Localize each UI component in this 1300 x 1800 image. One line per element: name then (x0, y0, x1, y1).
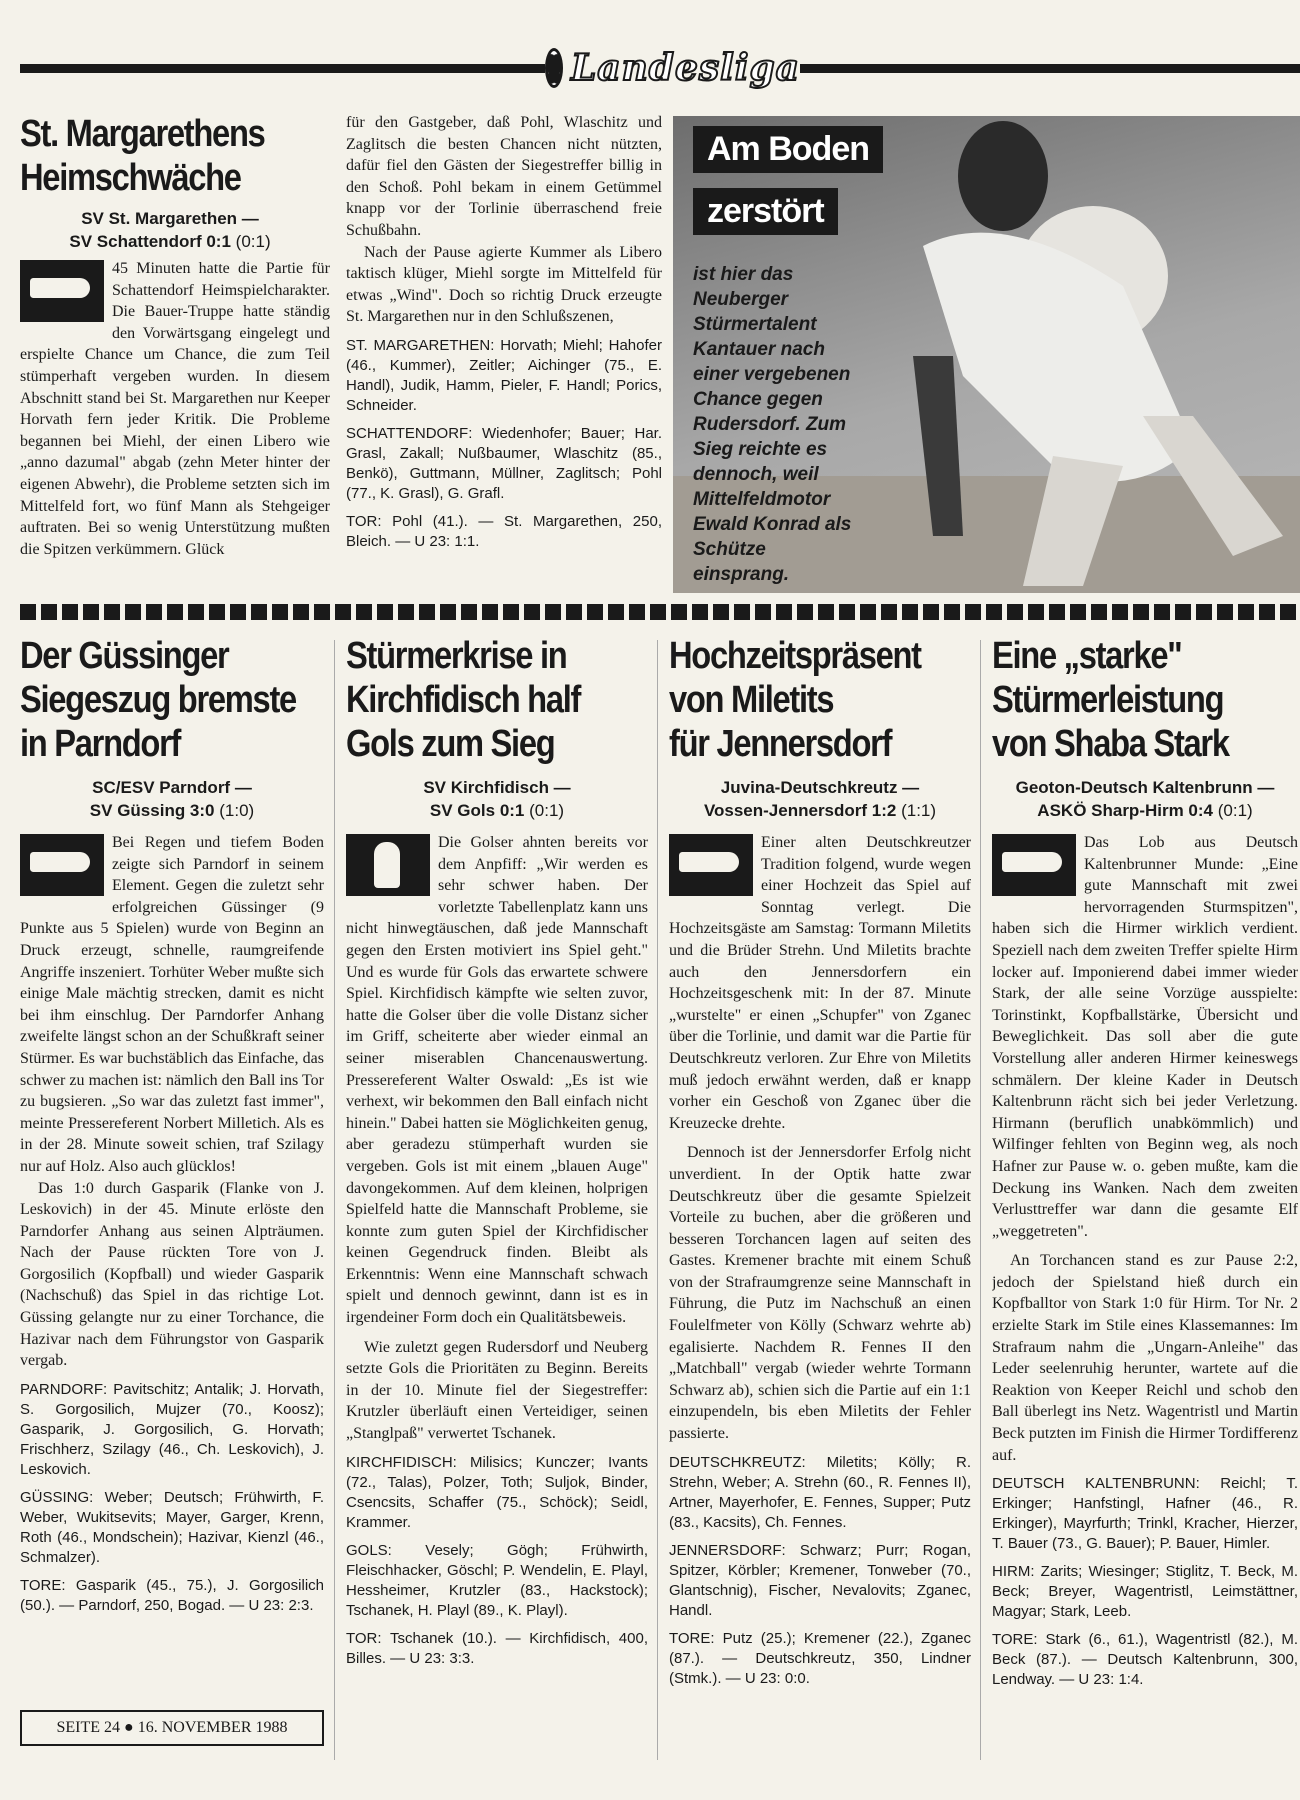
goals-line: TORE: Stark (6., 61.), Wagentristl (82.), M. Beck (87.). — Deutsch Kaltenbrunn, 300, Lendway. — U 23: 1:4. (992, 1631, 1298, 1689)
article-body (20, 832, 324, 1616)
headline-line: Stürmerkrise in (346, 635, 567, 677)
paragraph: Einer alten Deutschkreutzer Tradition folgend, wurde wegen einer Hochzeit das Spiel auf Sonntag verlegt. Die Hochzeitsgäste am Samstag: Tormann Miletits und die Brüder Strehn. Und Miletits brachte auch den Jennersdorfern ein Hochzeitsgeschenk mit: In der 87. Minute „wurstelte" er einen „Schupfer" von Zganec über die Torlinie, und damit war die Partie für Deutschkreutz verloren. Zur Ehre von Miletits muß jedoch erwähnt werden, daß er knapp vorher ein Geschoß von Zganec über die Kreuzecke drehte. (669, 834, 971, 1132)
article-body-col2 (346, 112, 662, 592)
match-result (346, 776, 648, 822)
column-divider (657, 640, 658, 1760)
goals-line: TORE: Gasparik (45., 75.), J. Gorgosilich (50.). — Parndorf, 250, Bogad. — U 23: 2:3. (20, 1576, 324, 1614)
match-score: SV Schattendorf 0:1 (69, 232, 231, 251)
headline-line: in Parndorf (20, 723, 181, 765)
paragraph: Die Golser ahnten bereits vor dem Anpfiff: „Wir werden es sehr schwer haben. Der vorletzte Tabellenplatz kann uns nicht hinwegtäuschen, daß jede Mannschaft gegen den Ersten motiviert ins Spiel geht." Und es wurde für Gols das erwartete schwere Spiel. Kirchfidisch kämpfte wie selten zuvor, hatte die Golser über die volle Distanz sicher im Griff, scheiterte aber wieder einmal an seiner miserablen Chancenauswertung. Pressereferent Walter Oswald: „Es ist wie verhext, wir bekommen den Ball einfach nicht hinein." Dabei hatten sie Möglichkeiten genug, aber geradezu stümperhaft wurden sie vergeben. Gols ist mit einem „blauen Auge" davongekommen. Auf dem kleinen, holprigen Spielfeld hatte die Mannschaft Probleme, sie konnte zum guten Spiel der Kirchfidischer keinen Gegendruck finden. Bleibt als Erkenntnis: Wenn eine Mannschaft schwach spielt und dennoch gewinnt, dann ist es in irgendeiner Form doch ein Qualitätsbeweis. (346, 834, 648, 1327)
headline-line: Siegeszug bremste (20, 679, 296, 721)
pointing-hand-icon (20, 834, 104, 896)
headline (992, 634, 1255, 766)
article-body (346, 832, 648, 1669)
halftime-score: (0:1) (235, 232, 271, 251)
lineup-away: JENNERSDORF: Schwarz; Purr; Rogan, Spitzer, Körbler; Kremener, Tonweber (70., Glantschnig), Fischer, Nevalovits; Zganec, Handl. (669, 1541, 971, 1619)
headline-line: St. Margarethens (20, 113, 265, 155)
headline-line: Gols zum Sieg (346, 723, 555, 765)
halftime-score: (0:1) (529, 801, 565, 820)
match-score: Vossen-Jennersdorf 1:2 (703, 801, 897, 820)
headline-line: Der Güssinger (20, 635, 229, 677)
paragraph: für den Gastgeber, daß Pohl, Wlaschitz und Zaglitsch die besten Chancen nicht nützten, dafür fiel den Gästen der Siegestreffer billig in den Schoß. Pohl bekam in einem Getümmel knapp vor der Torlinie überraschend freie Schußbahn. (346, 114, 662, 239)
section-title: Landesliga (570, 47, 800, 89)
match-result (992, 776, 1298, 822)
paragraph: 45 Minuten hatte die Partie für Schattendorf Heimspielcharakter. Die Bauer-Truppe hatte ständig den Vorwärtsgang eingelegt und erspielte Chance um Chance, die zum Teil stümperhaft vergeben wurden. In diesem Abschnitt stand bei St. Margarethen nur Keeper Horvath fern jeder Kritik. Die Probleme begannen bei Miehl, der einen Libero wie „anno dazumal" abgab (zehn Meter hinter der eigenen Abwehr), die Probleme setzten sich im Mittelfeld fort, wo fünf Mann als Stehgeiger auftraten. Bei so wenig Unterstützung mußten die Spitzen verkümmern. Glück (20, 260, 330, 558)
match-score: ASKÖ Sharp-Hirm 0:4 (1037, 801, 1213, 820)
page-footer: SEITE 24 ● 16. NOVEMBER 1988 (20, 1710, 324, 1746)
headline (346, 634, 606, 766)
article-kaltenbrunn (992, 634, 1298, 1760)
photo-caption: ist hier das Neuberger Stürmertalent Kantauer nach einer vergebenen Chance gegen Rudersdorf. Zum Sieg reichte es dennoch, weil Mittelfeldmotor Ewald Konrad als Schütze einsprang. (693, 264, 852, 585)
paragraph: Nach der Pause agierte Kummer als Libero taktisch klüger, Miehl sorgte im Mittelfeld für etwas „Wind". Doch so richtig Druck erzeugte St. Margarethen nur in den Schlußszenen, (346, 243, 662, 326)
soccer-ball-icon (545, 48, 563, 88)
match-teams: SV Kirchfidisch — (423, 778, 571, 797)
headline (669, 634, 929, 766)
article-guessing (20, 634, 324, 1704)
top-article (20, 112, 660, 592)
news-photo (673, 116, 1300, 593)
headline-line: Stürmerleistung (992, 679, 1224, 721)
pointing-hand-icon (669, 834, 753, 896)
headline-line: Heimschwäche (20, 157, 241, 199)
goals-line: TOR: Tschanek (10.). — Kirchfidisch, 400, Billes. — U 23: 3:3. (346, 1629, 648, 1667)
goals-line: TORE: Putz (25.); Kremener (22.), Zganec (87.). — Deutschkreutz, 350, Lindner (Stmk.). — U 23: 0:0. (669, 1629, 971, 1687)
photo-title-line2: zerstört (693, 188, 838, 235)
match-teams: SV St. Margarethen — (81, 209, 259, 228)
column-divider (980, 640, 981, 1760)
lineup-away: GOLS: Vesely; Gögh; Frühwirth, Fleischhacker, Göschl; P. Wendelin, E. Playl, Hessheimer, Krutzler (83., Hackstock); Tschanek, H. Playl (89., K. Playl). (346, 1541, 648, 1619)
article-body (992, 832, 1298, 1690)
lineup-home: PARNDORF: Pavitschitz; Antalik; J. Horvath, S. Gorgosilich, Mujzer (70., Koosz); Gasparik, J. Gorgosilich, G. Horvath; Frischherz, Szilagy (46., Ch. Leskovich), J. Leskovich. (20, 1380, 324, 1478)
headline (20, 634, 296, 766)
halftime-score: (1:1) (901, 801, 937, 820)
match-result (669, 776, 971, 822)
headline-line: für Jennersdorf (669, 723, 892, 765)
headline-line: Eine „starke" (992, 635, 1182, 677)
paragraph: Bei Regen und tiefem Boden zeigte sich Parndorf in seinem Element. Gegen die zuletzt sehr erfolgreichen Güssinger (9 Punkte aus 5 Spielen) wurde von Beginn an Druck erzeugt, schnelle, raumgreifende Angriffe inszeniert. Torhüter Weber mußte sich einige Male mächtig strecken, damit es nicht bei ihm einschlug. Der Parndorfer Anhang zweifelte längst schon an der Schußkraft seiner Stürmer. Es war buchstäblich das Einfache, das schwer zu machen ist: nämlich den Ball ins Tor zu bugsieren. „So war das zuletzt fast immer", meinte Pressereferent Norbert Milletich. Als es in der 28. Minute soweit schien, traf Szilagy nur auf Holz. Also auch glücklos! (20, 834, 324, 1175)
goals-line: TOR: Pohl (41.). — St. Margarethen, 250, Bleich. — U 23: 1:1. (346, 512, 662, 550)
column-divider (334, 640, 335, 1760)
match-result (20, 776, 324, 822)
lineup-home: DEUTSCH KALTENBRUNN: Reichl; T. Erkinger; Hanfstingl, Hafner (46., R. Erkinger), Mayrfurth; Trinkl, Kracher, Hierzer, T. Bauer (73., G. Bauer); P. Bauer, Himler. (992, 1475, 1298, 1553)
headline-line: Hochzeitspräsent (669, 635, 921, 677)
lineup-away: GÜSSING: Weber; Deutsch; Frühwirth, F. Weber, Wukitsevits; Mayer, Garger, Krenn, Roth (46., Mondschein); Hazivar, Kienzl (46., Schmalzer). (20, 1488, 324, 1566)
paragraph: An Torchancen stand es zur Pause 2:2, jedoch der Spielstand hieß durch ein Kopfballtor von Stark 1:0 für Hirm. Tor Nr. 2 erzielte Stark im Stile eines Klassemannes: Im Strafraum nahm die „Ungarn-Anleihe" das Leder seelenruhig herunter, wartete auf die Reaktion von Keeper Reichl und schob den Ball überlegt ins Netz. Wagentristl und Martin Beck putzten im Finish die Hirmer Tordifferenz auf. (992, 1252, 1298, 1464)
article-kirchfidisch (346, 634, 648, 1760)
headline-line: von Miletits (669, 679, 834, 721)
article-body-col1 (20, 258, 330, 590)
section-separator (20, 604, 1300, 620)
match-score: SV Güssing 3:0 (89, 801, 215, 820)
paragraph: Das 1:0 durch Gasparik (Flanke von J. Leskovich) in der 45. Minute erlöste den Parndorfer Anhang aus seinen Alpträumen. Nach der Pause rückten Tore von J. Gorgosilich (Kopfball) und wieder Gasparik (Nachschuß) das Spiel in das richtige Lot. Güssing gelangte nur zu einer Torchance, die Hazivar nach dem Führungstor von Gasparik vergab. (20, 1179, 324, 1370)
pointing-hand-icon (20, 260, 104, 322)
lineup-home: DEUTSCHKREUTZ: Miletits; Kölly; R. Strehn, Weber; A. Strehn (60., R. Fennes II), Artner, Mayerhofer, E. Fennes, Supper; Putz (83., Kacsits), Ch. Fennes. (669, 1453, 971, 1531)
article-body (669, 832, 971, 1689)
headline-line: Kirchfidisch half (346, 679, 581, 721)
article-jennersdorf (669, 634, 971, 1760)
thumbs-up-icon (346, 834, 430, 896)
halftime-score: (0:1) (1217, 801, 1253, 820)
headline (20, 112, 265, 200)
lineup-home: KIRCHFIDISCH: Milisics; Kunczer; Ivants (72., Talas), Polzer, Toth; Suljok, Binder, Csencsits, Schaffer (75., Schöck); Seidl, Krammer. (346, 1453, 648, 1531)
lineup-away: HIRM: Zarits; Wiesinger; Stiglitz, T. Beck, M. Beck; Breyer, Wagentristl, Leimstättner, Magyar; Stark, Leeb. (992, 1563, 1298, 1621)
match-teams: SC/ESV Parndorf — (92, 778, 252, 797)
photo-title-line1: Am Boden (693, 126, 883, 173)
paragraph: Wie zuletzt gegen Rudersdorf und Neuberg setzte Gols die Prioritäten zu Beginn. Bereits in der 10. Minute fiel der Siegestreffer: Krutzler überläuft einen Verteidiger, seinen „Stanglpaß" verwertet Tschanek. (346, 1338, 648, 1443)
lineup-away: SCHATTENDORF: Wiedenhofer; Bauer; Har. Grasl, Zakall; Nußbaumer, Wlaschitz (85., Benkö), Guttmann, Müllner, Zaglitsch; Pohl (77., K. Grasl), G. Grafl. (346, 424, 662, 502)
paragraph: Das Lob aus Deutsch Kaltenbrunner Munde: „Eine gute Mannschaft mit zwei hervorragenden Sturmspitzen", haben sich die Hirmer wirklich verdient. Speziell nach dem zweiten Treffer spielte Hirm locker auf. Imponierend dabei immer wieder Stark, der alle seine Vorzüge ausspielte: Torinstinkt, Kopfballstärke, Übersicht und Beweglichkeit. Das soll aber die gute Vorstellung aller anderen Hirmer keineswegs schmälern. Der kleine Kader in Deutsch Kaltenbrunn rächt sich bei jeder Verletzung. Hirmann (beruflich unabkömmlich) und Wilfinger fehlten von Beginn weg, als noch Hafner zur Pause w. o. geben mußte, kam die Deckung ins Wanken. Nach dem zweiten Verlusttreffer war dann die gesamte Elf „weggetreten". (992, 834, 1298, 1240)
section-logo (545, 40, 800, 96)
match-score: SV Gols 0:1 (429, 801, 525, 820)
match-teams: Geoton-Deutsch Kaltenbrunn — (1015, 778, 1275, 797)
halftime-score: (1:0) (219, 801, 255, 820)
match-teams: Juvina-Deutschkreutz — (720, 778, 920, 797)
lineup-home: ST. MARGARETHEN: Horvath; Miehl; Hahofer (46., Kummer), Zeitler; Aichinger (75., E. Handl), Judik, Hamm, Pieler, F. Handl; Porics, Schneider. (346, 336, 662, 414)
pointing-hand-icon (992, 834, 1076, 896)
match-result (20, 207, 320, 253)
paragraph: Dennoch ist der Jennersdorfer Erfolg nicht unverdient. In der Optik hatte zwar Deutschkreutz über die gesamte Spielzeit Vorteile zu buchen, aber die größeren und besseren Torchancen lagen auf seiten des Gastes. Kremener brachte mit einem Schuß von der Strafraumgrenze seine Mannschaft in Führung, die Putz im Nachschuß an einen Foulelfmeter von Kölly (Schwarz wehrte ab) egalisierte. Nachdem R. Fennes II den „Matchball" vergab (wieder wehrte Tormann Schwarz ab), schien sich die Partie auf ein 1:1 einzupendeln, bis eben Miletits der Fehler passierte. (669, 1144, 971, 1443)
headline-line: von Shaba Stark (992, 723, 1229, 765)
